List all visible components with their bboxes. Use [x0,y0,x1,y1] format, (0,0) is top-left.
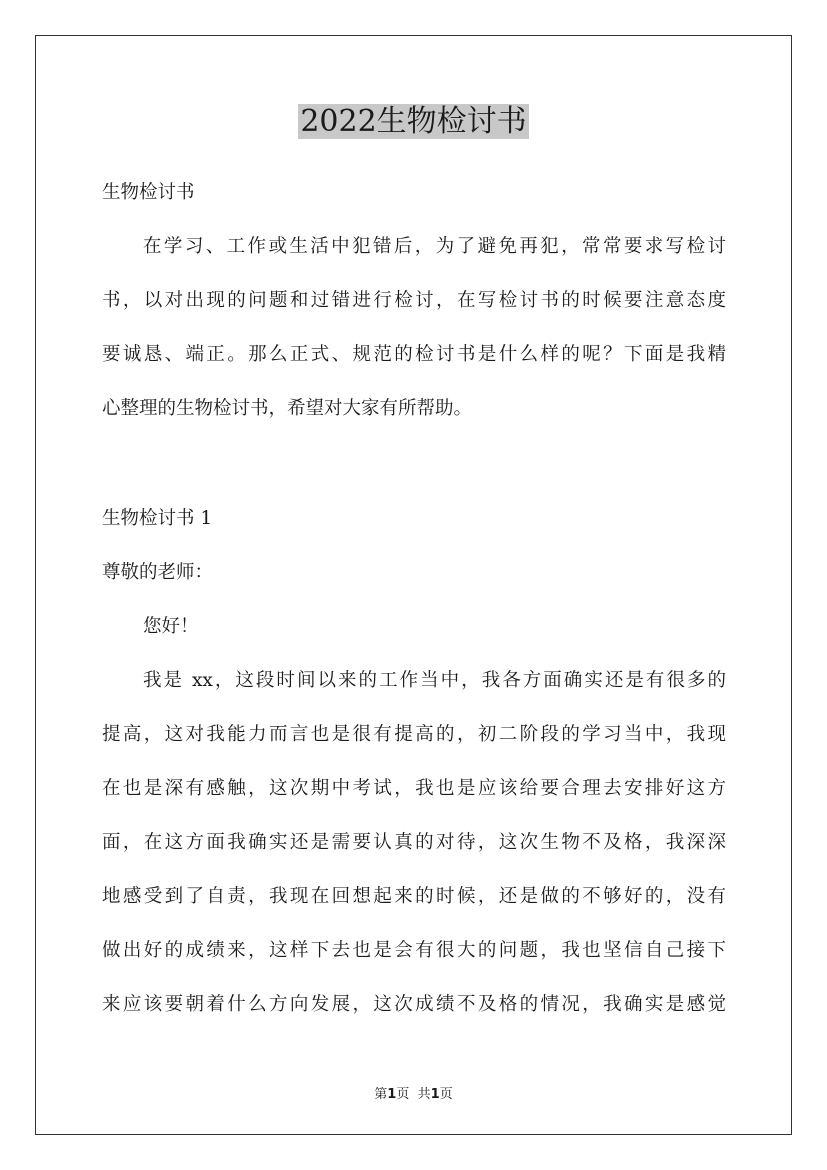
body-paragraph [102,654,726,1032]
body-line: 在也是深有感触，这次期中考试，我也是应该给要合理去安排好这方 [102,778,726,799]
page-footer [0,1083,827,1102]
total-label: 共 [417,1087,431,1102]
body-line: 我是 xx，这段时间以来的工作当中，我各方面确实还是有很多的 [143,670,726,691]
total-unit: 页 [439,1087,453,1102]
intro-line: 要诚恳、端正。那么正式、规范的检讨书是什么样的呢？下面是我精 [102,344,726,365]
body-line: 做出好的成绩来，这样下去也是会有很大的问题，我也坚信自己接下 [102,940,726,961]
page-label: 第 [374,1087,388,1102]
body-line: 提高，这对我能力而言也是很有提高的，初二阶段的学习当中，我现 [102,724,726,745]
salutation: 尊敬的老师： [102,562,214,583]
intro-paragraph [102,220,726,436]
intro-line: 在学习、工作或生活中犯错后，为了避免再犯，常常要求写检讨 [143,236,726,257]
body-line: 地感受到了自责，我现在回想起来的时候，还是做的不够好的，没有 [102,886,726,907]
total-pages: 1 [430,1087,440,1102]
section-heading: 生物检讨书 1 [102,508,213,529]
greeting: 您好！ [143,616,199,637]
page-unit: 页 [396,1087,410,1102]
body-line: 来应该要朝着什么方向发展，这次成绩不及格的情况，我确实是感觉 [102,994,726,1015]
subtitle: 生物检讨书 [102,182,195,203]
intro-line: 心整理的生物检讨书，希望对大家有所帮助。 [102,398,473,419]
intro-line: 书，以对出现的问题和过错进行检讨，在写检讨书的时候要注意态度 [102,290,726,311]
body-line: 面，在这方面我确实还是需要认真的对待，这次生物不及格，我深深 [102,832,726,853]
page-number: 1 [387,1087,397,1102]
document-title: 2022生物检讨书 [300,104,527,139]
